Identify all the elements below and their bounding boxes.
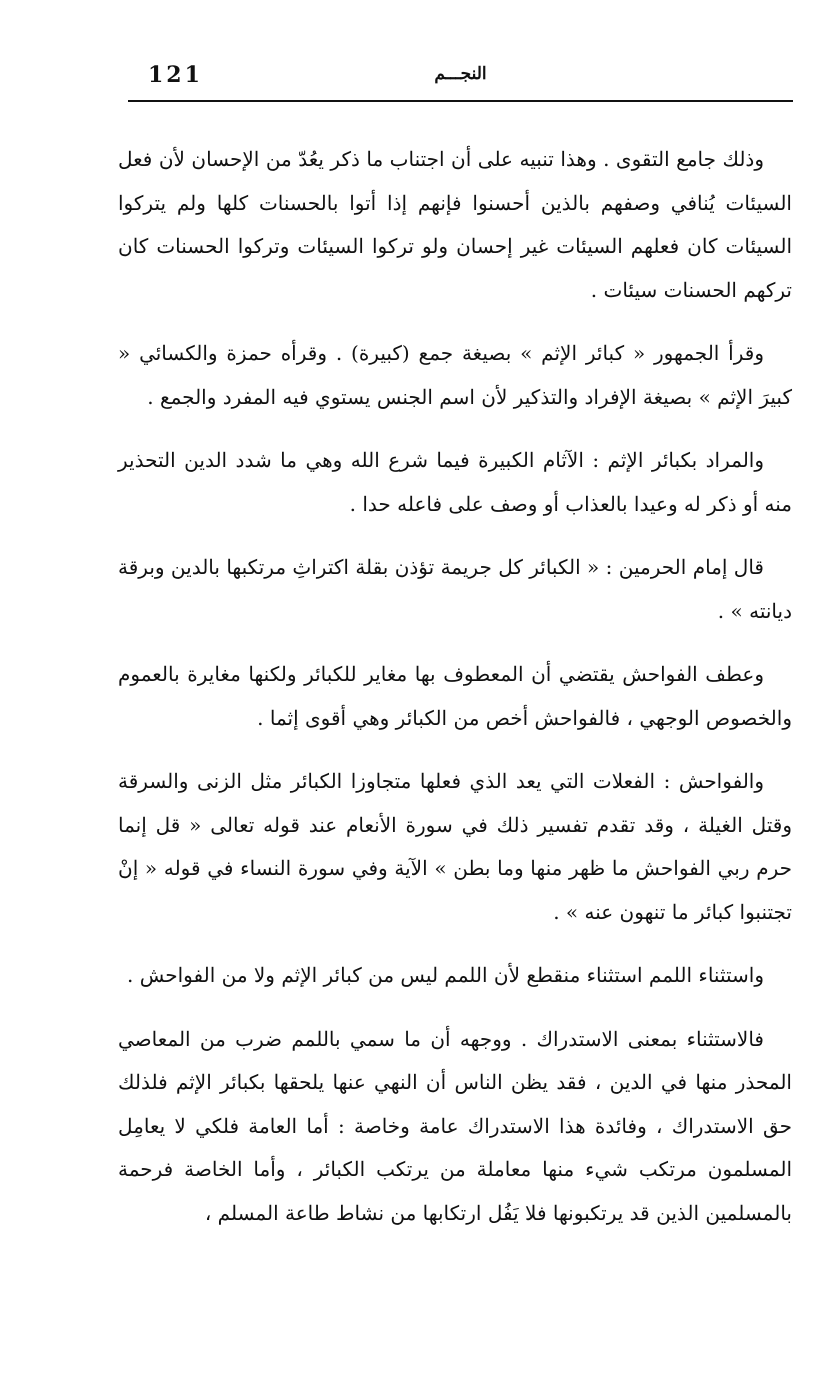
paragraph: قال إمام الحرمين : « الكبائر كل جريمة تؤذن بقلة اكتراثِ مرتكبها بالدين وبرقة ديانته » . bbox=[118, 555, 792, 623]
paragraph: فالاستثناء بمعنى الاستدراك . ووجهه أن ما سمي باللمم ضرب من المعاصي المحذر منها في الدين ، فقد يظن الناس أن النهي عنها يلحقها بكبائر الإثم فلذلك حق الاستدراك ، وفائدة هذا الاستدراك عامة وخاصة : أما العامة فلكي لا يعامِل المسلمون مرتكب شيء منها معاملة من يرتكب الكبائر ، وأما الخاصة فرحمة بالمسلمين الذين قد يرتكبونها فلا يَفُل ارتكابها من نشاط طاعة المسلم ، bbox=[118, 1026, 792, 1225]
paragraph: وذلك جامع التقوى . وهذا تنبيه على أن اجتناب ما ذكر يعُدّ من الإحسان لأن فعل السيئات يُنافي وصفهم بالذين أحسنوا فإنهم إذا أتوا بالحسنات كلها ولم يتركوا السيئات كان فعلهم السيئات غير إحسان ولو تركوا السيئات وتركوا الحسنات كان تركهم الحسنات سيئات . bbox=[118, 147, 792, 302]
paragraph: وقرأ الجمهور « كبائر الإثم » بصيغة جمع (كبيرة) . وقرأه حمزة والكسائي « كبيرَ الإثم » بصيغة الإفراد والتذكير لأن اسم الجنس يستوي فيه المفرد والجمع . bbox=[118, 341, 792, 409]
page-header bbox=[128, 58, 793, 102]
paragraph: وعطف الفواحش يقتضي أن المعطوف بها مغاير للكبائر ولكنها مغايرة بالعموم والخصوص الوجهي ، فالفواحش أخص من الكبائر وهي أقوى إثما . bbox=[118, 662, 792, 730]
body-text bbox=[118, 138, 792, 1235]
paragraph: واستثناء اللمم استثناء منقطع لأن اللمم ليس من كبائر الإثم ولا من الفواحش . bbox=[127, 963, 764, 987]
paragraph: والمراد بكبائر الإثم : الآثام الكبيرة فيما شرع الله وهي ما شدد الدين التحذير منه أو ذكر له وعيدا بالعذاب أو وصف على فاعله حدا . bbox=[118, 448, 792, 516]
page-number: 121 bbox=[148, 62, 203, 88]
running-title: النجـــم bbox=[434, 64, 487, 84]
paragraph: والفواحش : الفعلات التي يعد الذي فعلها متجاوزا الكبائر مثل الزنى والسرقة وقتل الغيلة ، وقد تقدم تفسير ذلك في سورة الأنعام عند قوله تعالى « قل إنما حرم ربي الفواحش ما ظهر منها وما بطن » الآية وفي سورة النساء في قوله « إنْ تجتنبوا كبائر ما تنهون عنه » . bbox=[118, 769, 792, 924]
